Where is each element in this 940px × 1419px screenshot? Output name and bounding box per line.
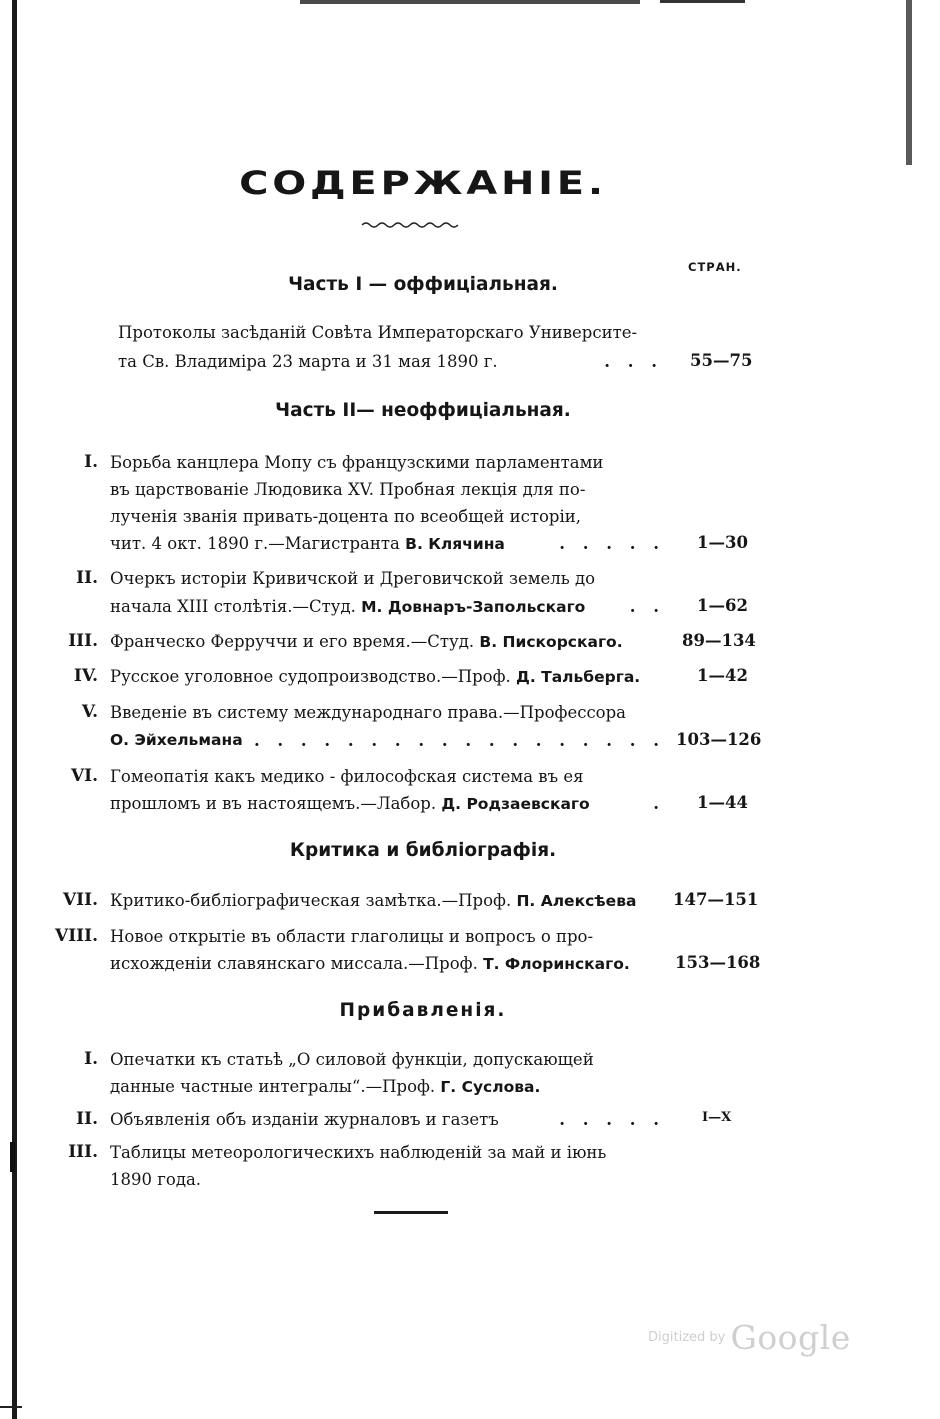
entry-line: Опечатки къ статьѣ „О силовой функціи, допускающей: [110, 1050, 594, 1069]
page-right-shadow: [906, 0, 912, 165]
leader-dots: . . . . .: [559, 1110, 665, 1129]
page-title: СОДЕРЖАНІЕ.: [239, 164, 607, 202]
author-name: П. Алексѣева: [516, 892, 637, 910]
entry-text: Русское уголовное судопроизводство.—Проф.: [110, 667, 511, 686]
entry-line: въ царствованіе Людовика XV. Пробная лекція для по-: [110, 480, 586, 499]
author-name: В. Пискорскаго.: [479, 633, 623, 651]
digitized-watermark: [648, 1318, 851, 1357]
bottom-tick: [0, 1406, 22, 1408]
entry-line: Протоколы засѣданій Совѣта Императорскаго Университе-: [118, 323, 638, 342]
leader-dots: . . . . . . . . . . . . . . . . . .: [253, 731, 665, 750]
entry-line: [110, 890, 636, 912]
page-top-shadow: [300, 0, 640, 4]
page-range: 89—134: [682, 631, 756, 650]
entry-text: исхожденіи славянскаго миссала.—Проф.: [110, 954, 478, 973]
page-range: 1—44: [697, 793, 748, 812]
section-heading-supplements: Прибавленія.: [339, 1000, 507, 1021]
author-name: Д. Родзаевскаго: [441, 795, 590, 813]
entry-text: данные частные интегралы“.—Проф.: [110, 1077, 436, 1096]
leader-dots: . . . . .: [559, 534, 665, 553]
entry-line: [110, 1076, 540, 1098]
entry-number: IV.: [73, 666, 98, 686]
closing-rule: [374, 1211, 448, 1214]
entry-number: V.: [81, 702, 98, 722]
page-range: 153—168: [675, 953, 761, 972]
entry-text: Объявленія объ изданіи журналовъ и газетъ: [110, 1110, 499, 1129]
page-range: 147—151: [673, 890, 759, 909]
entry-number: VI.: [70, 766, 98, 786]
entry-line: Борьба канцлера Мопу съ французскими парламентами: [110, 453, 604, 472]
entry-line: [110, 953, 630, 975]
section-heading-critique: Критика и библіографія.: [289, 840, 557, 861]
author-name: О. Эйхельмана: [110, 731, 243, 749]
author-name: В. Клячина: [405, 535, 505, 553]
entry-text: Критико-библіографическая замѣтка.—Проф.: [110, 891, 512, 910]
entry-line: [118, 351, 663, 372]
leader-dots: .: [653, 794, 665, 813]
entry-line: [110, 793, 665, 815]
author-name: М. Довнаръ-Запольскаго: [361, 598, 586, 616]
entry-line: [110, 666, 640, 688]
entry-number: I.: [84, 1049, 98, 1069]
entry-text: чит. 4 окт. 1890 г.—Магистранта: [110, 534, 400, 553]
wave-ornament: [360, 218, 460, 232]
watermark-logo: Google: [730, 1318, 851, 1357]
page-range: 55—75: [690, 351, 753, 370]
page-range: 1—30: [697, 533, 748, 552]
entry-number: II.: [76, 1109, 98, 1129]
entry-text: Франческо Ферруччи и его время.—Студ.: [110, 632, 475, 651]
leader-dots: . .: [629, 597, 665, 616]
entry-line: [110, 730, 665, 751]
entry-number: I.: [84, 452, 98, 472]
page-range: I—X: [702, 1110, 732, 1125]
entry-number: II.: [76, 568, 98, 588]
entry-line: [110, 596, 665, 618]
entry-line: [110, 1109, 665, 1130]
entry-number: III.: [68, 1142, 98, 1162]
entry-text: та Св. Владиміра 23 марта и 31 мая 1890 г.: [118, 352, 498, 371]
section-heading-part1: Часть I — оффиціальная.: [288, 274, 558, 295]
author-name: Г. Суслова.: [440, 1078, 541, 1096]
page-range: 1—42: [697, 666, 748, 685]
entry-line: 1890 года.: [110, 1170, 202, 1189]
author-name: Т. Флоринскаго.: [483, 955, 630, 973]
watermark-small: Digitized by: [648, 1330, 726, 1345]
entry-line: лученія званія привать-доцента по всеобщей исторіи,: [110, 507, 581, 526]
entry-text: прошломъ и въ настоящемъ.—Лабор.: [110, 794, 437, 813]
entry-line: Гомеопатія какъ медико - философская система въ ея: [110, 767, 584, 786]
page-top-shadow: [660, 0, 745, 3]
entry-number: III.: [68, 631, 98, 651]
entry-line: [110, 533, 665, 555]
pages-column-header: СТРАН.: [688, 260, 742, 274]
entry-line: Таблицы метеорологическихъ наблюденій за май и іюнь: [110, 1143, 607, 1162]
entry-number: VIII.: [55, 926, 98, 946]
page-range: 1—62: [697, 596, 748, 615]
section-heading-part2: Часть II— неоффиціальная.: [275, 400, 571, 421]
entry-text: начала XIII столѣтія.—Студ.: [110, 597, 356, 616]
entry-line: [110, 631, 623, 653]
entry-line: Очеркъ исторіи Кривичской и Дреговичской земель до: [110, 569, 596, 588]
entry-line: Новое открытіе въ области глаголицы и вопросъ о про-: [110, 927, 594, 946]
entry-number: VII.: [62, 890, 98, 910]
leader-dots: . . .: [604, 352, 663, 371]
entry-line: Введеніе въ систему международнаго права.—Профессора: [110, 703, 627, 722]
author-name: Д. Тальберга.: [516, 668, 641, 686]
page-range: 103—126: [676, 730, 762, 749]
